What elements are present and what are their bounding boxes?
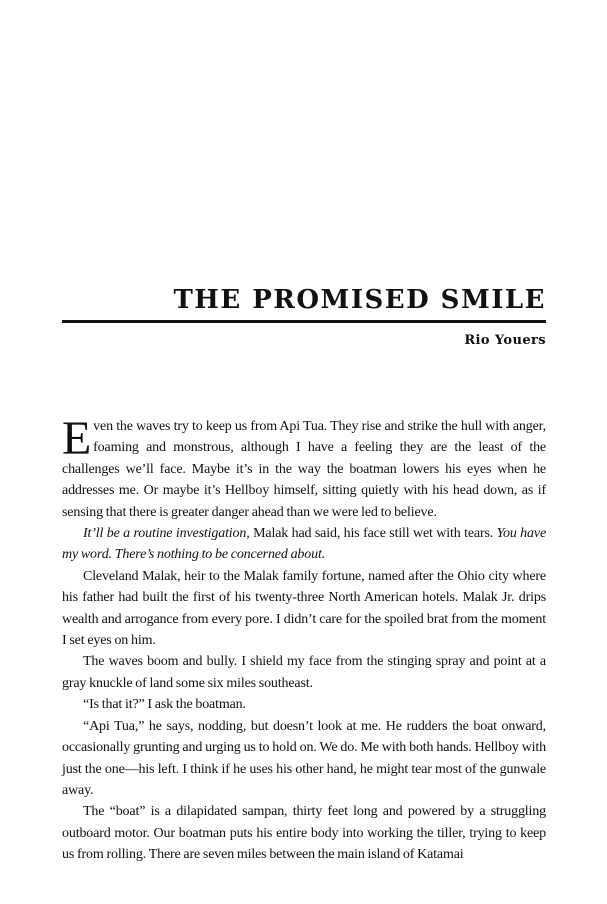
paragraph-text: The “boat” is a dilapidated sampan, thirty feet long and powered by a struggling outboard motor. Our boatman puts his entire body into working the tiller, trying to keep us from rolling. There are seven miles between the main island of Katamai xyxy=(62,804,546,863)
chapter-author: Rio Youers xyxy=(464,333,546,348)
paragraph-text: Cleveland Malak, heir to the Malak family fortune, named after the Ohio city where his father had built the first of his twenty-three North American hotels. Malak Jr. drips wealth and arrogance from every pore. I didn’t care for the spoiled brat from the moment I set eyes on him. xyxy=(62,568,546,649)
paragraph-6 xyxy=(62,716,546,802)
paragraph-text: ven the waves try to keep us from Api Tua. They rise and strike the hull with anger, foaming and monstrous, although I have a feeling they are the least of the challenges we’ll face. Maybe it’s in the way the boatman lowers his eyes when he addresses me. Or maybe it’s Hellboy himself, sitting quietly with his head down, as if sensing that there is greater danger ahead than we were led to believe. xyxy=(62,419,546,520)
drop-cap: E xyxy=(62,412,92,465)
paragraph-3 xyxy=(62,566,546,652)
paragraph-text: The waves boom and bully. I shield my face from the stinging spray and point at a gray knuckle of land some six miles southeast. xyxy=(62,654,546,691)
paragraph-1 xyxy=(62,412,546,523)
paragraph-7 xyxy=(62,801,546,865)
paragraph-5 xyxy=(62,694,546,715)
italic-quote: You have my word. There’s nothing to be concerned about. xyxy=(62,526,547,563)
chapter-title: THE PROMISED SMILE xyxy=(173,285,546,315)
paragraph-text: Malak had said, his face still wet with tears. xyxy=(249,526,497,542)
title-rule xyxy=(62,320,546,323)
chapter-body xyxy=(62,412,547,866)
paragraph-text: “Api Tua,” he says, nodding, but doesn’t look at me. He rudders the boat onward, occasionally grunting and urging us to hold on. We do. Me with both hands. Hellboy with just the one—his left. I think if he uses his other hand, he might tear most of the gunwale away. xyxy=(62,718,546,798)
italic-quote: It’ll be a routine investigation, xyxy=(83,526,250,542)
paragraph-2 xyxy=(62,523,546,566)
paragraph-text: “Is that it?” I ask the boatman. xyxy=(83,697,246,713)
paragraph-4 xyxy=(62,651,546,694)
